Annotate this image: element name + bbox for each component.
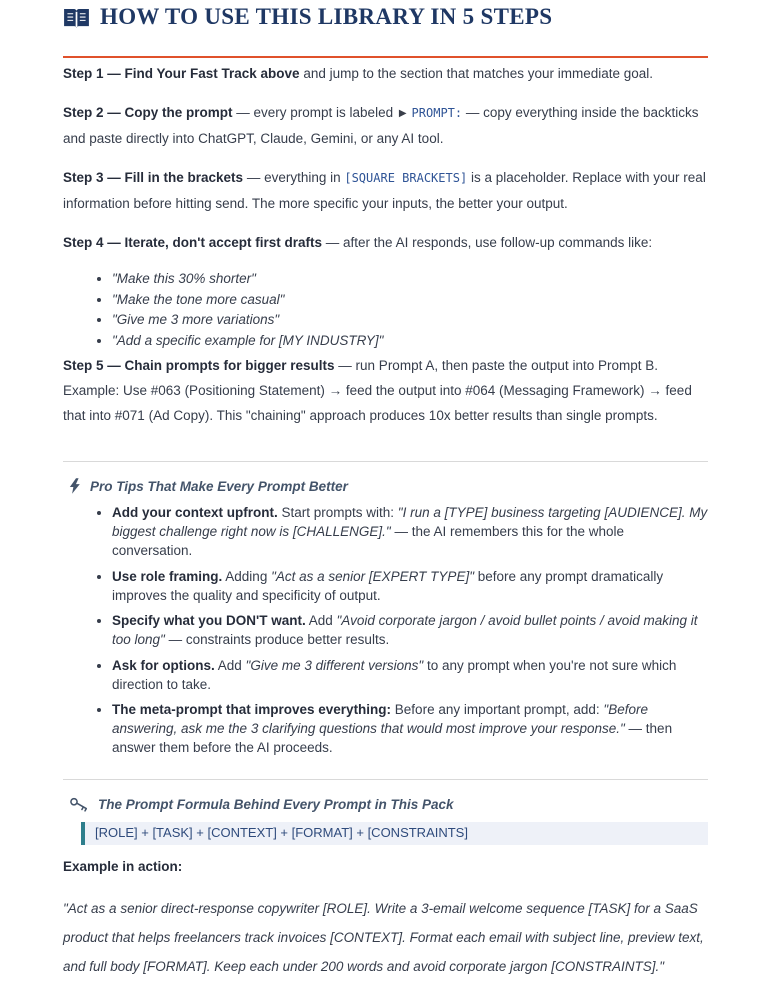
step-3-text-post: is a placeholder. Replace with your real information before hitting send. The more specific your inputs, the better your output. bbox=[63, 170, 706, 211]
formula-blockquote bbox=[81, 822, 708, 845]
prompt-code-label: PROMPT: bbox=[411, 106, 463, 120]
list-item bbox=[112, 611, 708, 649]
list-item bbox=[112, 290, 708, 311]
step-3-paragraph bbox=[63, 165, 708, 216]
step-2-label: Step 2 — Copy the prompt bbox=[63, 105, 233, 120]
page-title-text: HOW TO USE THIS LIBRARY IN 5 STEPS bbox=[100, 4, 553, 29]
list-item bbox=[112, 700, 708, 757]
step-5-paragraph bbox=[63, 353, 708, 428]
tip-lead: Add your context upfront. bbox=[112, 505, 278, 520]
section-divider bbox=[63, 461, 708, 462]
example-label-text: Example in action: bbox=[63, 859, 183, 874]
pro-tips-section bbox=[63, 478, 708, 757]
tip-text: — then answer them before the AI proceeds. bbox=[112, 721, 673, 755]
step-4-text: — after the AI responds, use follow-up commands like: bbox=[322, 235, 653, 250]
lightning-icon bbox=[69, 478, 81, 494]
list-item bbox=[112, 503, 708, 560]
step-4-label: Step 4 — Iterate, don't accept first drafts bbox=[63, 235, 323, 250]
step-1-label: Step 1 — Find Your Fast Track above bbox=[63, 66, 300, 81]
example-label bbox=[63, 857, 708, 877]
step-5-label: Step 5 — Chain prompts for bigger results bbox=[63, 358, 335, 373]
formula-section bbox=[63, 796, 708, 981]
document-header bbox=[63, 4, 708, 58]
iterate-command: "Make the tone more casual" bbox=[112, 291, 285, 307]
pro-tips-heading bbox=[69, 478, 708, 494]
play-icon: ▶ bbox=[398, 108, 407, 119]
step-4-paragraph bbox=[63, 230, 708, 255]
tip-lead: Ask for options. bbox=[112, 657, 215, 673]
section-divider bbox=[63, 779, 708, 780]
formula-heading-text: The Prompt Formula Behind Every Prompt in This Pack bbox=[98, 797, 454, 812]
tip-lead: Use role framing. bbox=[112, 568, 223, 584]
tip-quote: "Avoid corporate jargon / avoid bullet points / avoid making it too long" bbox=[112, 613, 698, 647]
formula-heading bbox=[69, 796, 708, 813]
pro-tips-list bbox=[63, 503, 708, 757]
tip-text: Start prompts with: bbox=[277, 505, 398, 520]
tip-quote: "Give me 3 different versions" bbox=[245, 657, 424, 673]
tip-quote: "I run a [TYPE] business targeting [AUDIENCE]. My biggest challenge right now is [CHALLENGE]." bbox=[112, 505, 708, 539]
tip-text: Add bbox=[305, 613, 337, 628]
tip-text: — the AI remembers this for the whole conversation. bbox=[112, 524, 625, 558]
step-5-text: — run Prompt A, then paste the output into Prompt B. Example: Use #063 (Positioning Statement) → feed the output into #064 (Messaging Framework) → feed that into #071 (Ad Copy). This "chaining" approach produces 10x better results than single prompts. bbox=[63, 358, 692, 423]
step-3-label: Step 3 — Fill in the brackets bbox=[63, 170, 244, 185]
tip-lead: The meta-prompt that improves everything: bbox=[112, 702, 392, 717]
tip-lead: Specify what you DON'T want. bbox=[112, 613, 306, 628]
step-1-text: and jump to the section that matches your immediate goal. bbox=[299, 66, 654, 81]
iterate-command: "Add a specific example for [MY INDUSTRY]" bbox=[112, 332, 384, 348]
step-2-text-post: — copy everything inside the backticks and paste directly into ChatGPT, Claude, Gemini, or any AI tool. bbox=[63, 105, 699, 146]
tip-quote: "Act as a senior [EXPERT TYPE]" bbox=[271, 568, 474, 584]
list-item bbox=[112, 269, 708, 290]
list-item bbox=[112, 310, 708, 331]
tip-text: Adding bbox=[222, 568, 272, 584]
tip-text: before any prompt dramatically improves the quality and specificity of output. bbox=[112, 568, 664, 603]
pro-tips-heading-text: Pro Tips That Make Every Prompt Better bbox=[90, 478, 348, 494]
tip-text: Before any important prompt, add: bbox=[391, 702, 604, 717]
list-item bbox=[112, 567, 708, 605]
formula-text: [ROLE] + [TASK] + [CONTEXT] + [FORMAT] + [CONSTRAINTS] bbox=[95, 825, 468, 840]
tip-quote: "Before answering, ask me the 3 clarifying questions that would most improve your response." bbox=[112, 702, 648, 736]
list-item bbox=[112, 331, 708, 352]
tip-text: to any prompt when you're not sure which direction to take. bbox=[112, 657, 677, 692]
step-1-paragraph bbox=[63, 61, 708, 86]
tip-text: Add bbox=[214, 657, 246, 673]
list-item bbox=[112, 656, 708, 694]
iterate-command: "Make this 30% shorter" bbox=[112, 271, 256, 286]
iterate-command-list bbox=[63, 269, 708, 351]
square-brackets-code-label: [SQUARE BRACKETS] bbox=[344, 171, 468, 185]
iterate-command: "Give me 3 more variations" bbox=[112, 312, 280, 327]
key-icon bbox=[69, 796, 89, 813]
example-paragraph-text: "Act as a senior direct-response copywriter [ROLE]. Write a 3-email welcome sequence [TASK] for a SaaS product that helps freelancers track invoices [CONTEXT]. Format each email with subject line, preview text, and full body [FORMAT]. Keep each under 200 words and avoid corporate jargon [CONSTRAINTS]." bbox=[63, 901, 704, 974]
tip-text: — constraints produce better results. bbox=[164, 632, 390, 647]
step-3-text-pre: — everything in bbox=[243, 170, 345, 185]
step-2-paragraph bbox=[63, 100, 708, 151]
example-paragraph bbox=[63, 894, 708, 981]
open-book-icon bbox=[63, 8, 90, 29]
step-2-text-pre: — every prompt is labeled bbox=[232, 105, 397, 120]
page-title bbox=[63, 4, 708, 30]
